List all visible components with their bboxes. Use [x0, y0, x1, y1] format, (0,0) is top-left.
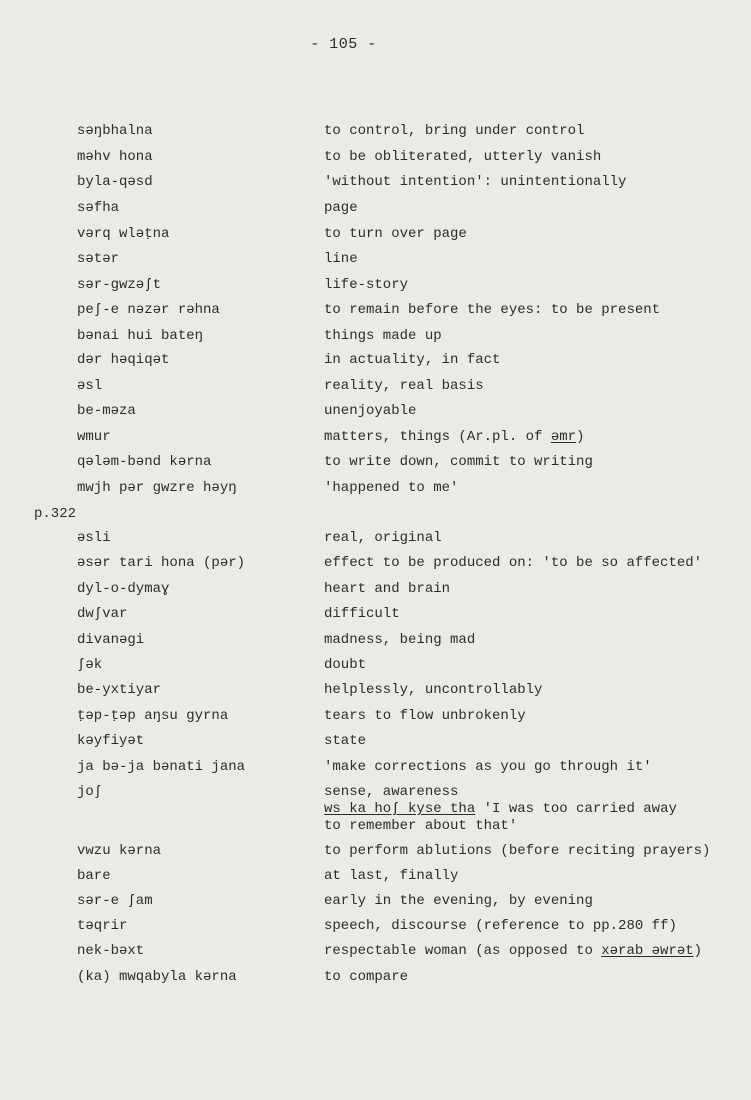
term: sər-e ʃam: [77, 893, 153, 909]
term: təqrir: [77, 918, 128, 934]
term: sər-gwzəʃt: [77, 277, 162, 293]
gloss: line: [324, 251, 358, 267]
example-translation: 'I was too carried away: [475, 801, 677, 817]
gloss: doubt: [324, 657, 367, 673]
gloss-text: ): [693, 943, 703, 959]
gloss: difficult: [324, 606, 400, 622]
term: əsər tari hona (pər): [77, 555, 246, 571]
gloss: [324, 429, 584, 446]
gloss-text: respectable woman (as opposed to: [324, 943, 602, 959]
term: kəyfiyət: [77, 733, 145, 749]
term: mwjh pər gwzre həyŋ: [77, 480, 237, 496]
gloss: life-story: [324, 277, 409, 293]
term: byla-qəsd: [77, 174, 153, 190]
term: vərq wləṭna: [77, 226, 170, 242]
gloss: to write down, commit to writing: [324, 454, 593, 470]
gloss-text: ): [576, 429, 585, 445]
term: joʃ: [77, 784, 103, 800]
gloss: 'happened to me': [324, 480, 459, 496]
term: be-yxtiyar: [77, 682, 162, 698]
term: əsl: [77, 378, 103, 394]
gloss: to perform ablutions (before reciting prayers): [324, 843, 711, 859]
gloss: [324, 784, 677, 835]
term: səŋbhalna: [77, 123, 153, 139]
term: divanəgi: [77, 632, 145, 648]
gloss: to remain before the eyes: to be present: [324, 302, 661, 318]
gloss: 'make corrections as you go through it': [324, 759, 652, 775]
gloss: [324, 943, 702, 960]
gloss: things made up: [324, 328, 442, 344]
gloss: real, original: [324, 530, 442, 546]
gloss: reality, real basis: [324, 378, 484, 394]
term: ja bə-ja bənati jana: [77, 759, 246, 775]
gloss: page: [324, 200, 358, 216]
term: dər həqiqət: [77, 352, 170, 368]
term: qələm-bənd kərna: [77, 454, 212, 470]
gloss: tears to flow unbrokenly: [324, 708, 526, 724]
gloss: speech, discourse (reference to pp.280 ff): [324, 918, 677, 934]
term: səfha: [77, 200, 120, 216]
gloss: to turn over page: [324, 226, 467, 242]
gloss: to compare: [324, 969, 409, 985]
example-translation-cont: to remember about that': [324, 818, 518, 834]
underlined-term: əmr: [550, 429, 577, 445]
term: bənai hui bateŋ: [77, 328, 204, 344]
page-reference: p.322: [34, 506, 77, 522]
term: əsli: [77, 530, 111, 546]
gloss: unenjoyable: [324, 403, 417, 419]
gloss: madness, being mad: [324, 632, 476, 648]
gloss: early in the evening, by evening: [324, 893, 593, 909]
term: dyl-o-dymaɣ: [77, 581, 170, 597]
term: dwʃvar: [77, 606, 128, 622]
gloss: helplessly, uncontrollably: [324, 682, 543, 698]
term: be-məza: [77, 403, 136, 419]
gloss: 'without intention': unintentionally: [324, 174, 627, 190]
gloss-text: matters, things (Ar.pl. of: [324, 429, 551, 445]
underlined-term: xərab əwrət: [601, 943, 694, 959]
example-sentence: [324, 801, 677, 818]
gloss: state: [324, 733, 367, 749]
term: wmur: [77, 429, 111, 445]
term: məhv hona: [77, 149, 153, 165]
gloss: in actuality, in fact: [324, 352, 501, 368]
term: vwzu kərna: [77, 843, 162, 859]
gloss: at last, finally: [324, 868, 459, 884]
gloss: to be obliterated, utterly vanish: [324, 149, 602, 165]
gloss-text: sense, awareness: [324, 784, 459, 800]
gloss: to control, bring under control: [324, 123, 585, 139]
gloss: effect to be produced on: 'to be so affected': [324, 555, 703, 571]
term: (ka) mwqabyla kərna: [77, 969, 237, 985]
gloss: heart and brain: [324, 581, 451, 597]
term: nek-bəxt: [77, 943, 145, 959]
page-number: - 105 -: [310, 36, 377, 53]
term: bare: [77, 868, 111, 884]
term: sətər: [77, 251, 120, 267]
term: ʃək: [77, 657, 103, 673]
underlined-example: ws ka hoʃ kyse tha: [324, 801, 476, 817]
term: peʃ-e nəzər rəhna: [77, 302, 220, 318]
term: ṭəp-ṭəp aŋsu gyrna: [77, 708, 229, 724]
